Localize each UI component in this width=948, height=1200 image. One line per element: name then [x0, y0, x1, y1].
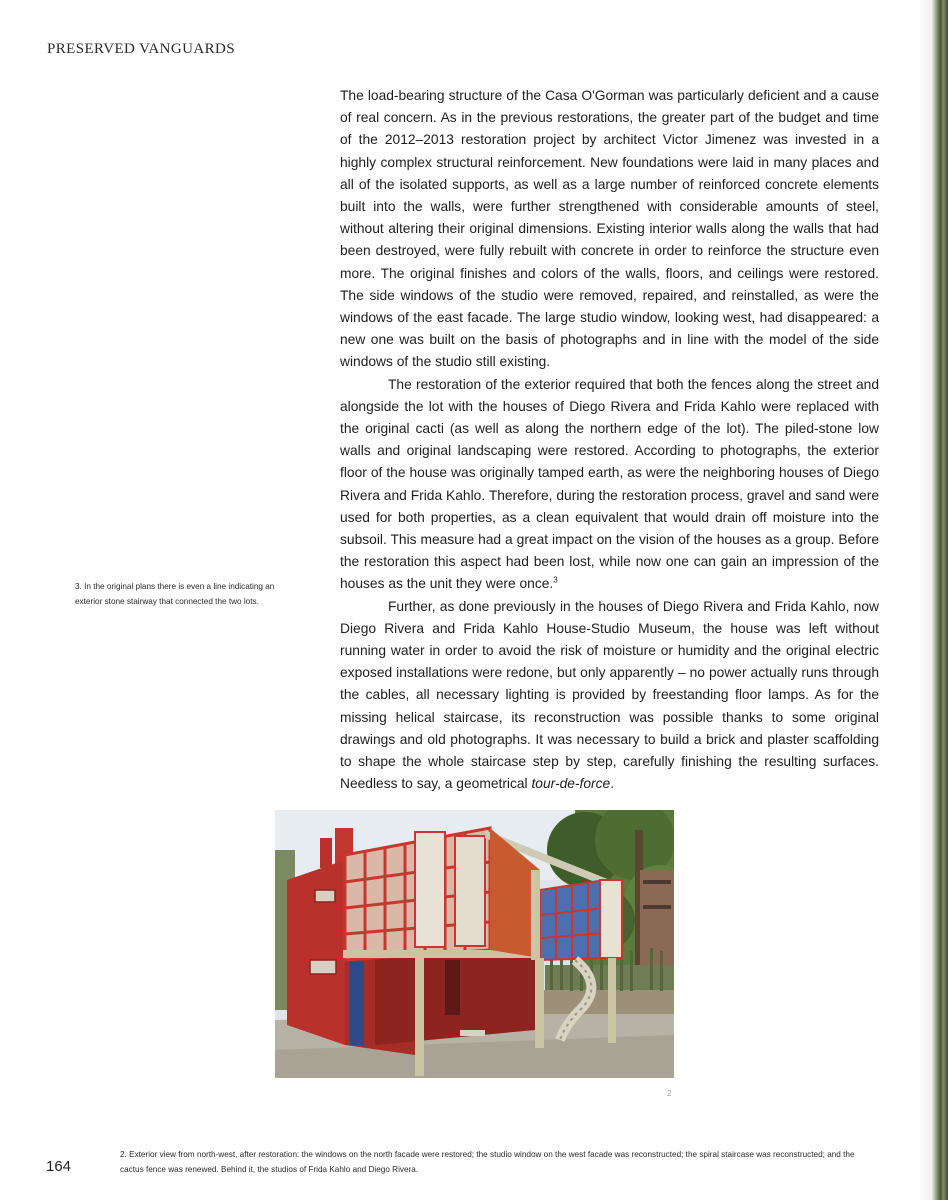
paragraph-2 — [340, 374, 879, 596]
paragraph-3 — [340, 596, 879, 796]
paragraph-3-italic: tour-de-force — [531, 776, 611, 792]
paragraph-1: The load-bearing structure of the Casa O'Gorman was particularly deficient and a cause of real concern. As in the previous restorations, the greater part of the budget and time of the 2012–2013 restoration project by architect Victor Jimenez was invested in a highly complex structural reinforcement. New foundations were laid in many places and all of the isolated supports, as well as a large number of reinforced concrete elements built into the walls, were further strengthened with considerable amounts of steel, without altering their original dimensions. Existing interior walls along the walls that had been destroyed, were fully rebuilt with concrete in order to reinforce the structure even more. The original finishes and colors of the walls, floors, and ceilings were restored. The side windows of the studio were removed, repaired, and reinstalled, as were the windows of the east facade. The large studio window, looking west, had disappeared: a new one was built on the basis of photographs and in line with the model of the side windows of the studio still existing. — [340, 88, 879, 370]
figure-number: 2 — [667, 1089, 672, 1098]
running-head: PRESERVED VANGUARDS — [47, 41, 235, 57]
paragraph-3-text: Further, as done previously in the houses of Diego Rivera and Frida Kahlo, now Diego Rivera and Frida Kahlo House-Studio Museum, the house was left without running water in order to avoid the risk of moisture or humidity and the original electric exposed installations were redone, but only apparently – no power actually runs through the cables, all necessary lighting is provided by freestanding floor lamps. As for the missing helical staircase, its reconstruction was possible thanks to some original drawings and old photographs. It was necessary to build a brick and plaster scaffolding to shape the whole staircase step by step, carefully finishing the resulting surfaces. Needless to say, a geometrical — [340, 598, 879, 792]
footnote-reference[interactable]: 3 — [553, 575, 558, 585]
footnote-3: 3. In the original plans there is even a line indicating an exterior stone stairway that connected the two lots. — [75, 582, 275, 606]
body-text — [340, 85, 879, 796]
paragraph-3-end: . — [610, 776, 615, 792]
figure-caption: 2. Exterior view from north-west, after restoration: the windows on the north facade were restored; the studio window on the west facade was reconstructed; the spiral staircase was reconstructed; and the cactus fence was renewed. Behind it, the studios of Frida Kahlo and Diego Rivera. — [120, 1150, 855, 1174]
paragraph-2-text: The restoration of the exterior required that both the fences along the street and alongside the lot with the houses of Diego Rivera and Frida Kahlo were replaced with the original cacti (as well as along the northern edge of the lot). The piled-stone low walls and original landscaping were restored. According to photographs, the exterior floor of the house was originally tamped earth, as were the neighboring houses of Diego Rivera and Frida Kahlo. Therefore, during the restoration process, gravel and sand were used for both properties, as a clean equivalent that would drain off moisture into the subsoil. This measure had a great impact on the vision of the houses as a group. Before the restoration this aspect had been lost, while now one can gain an impression of the houses as the unit they were once. — [340, 376, 879, 592]
facing-page-edge — [932, 0, 948, 1200]
page-number: 164 — [46, 1158, 72, 1175]
figure-photo — [275, 810, 674, 1078]
spine-shadow — [918, 0, 932, 1200]
